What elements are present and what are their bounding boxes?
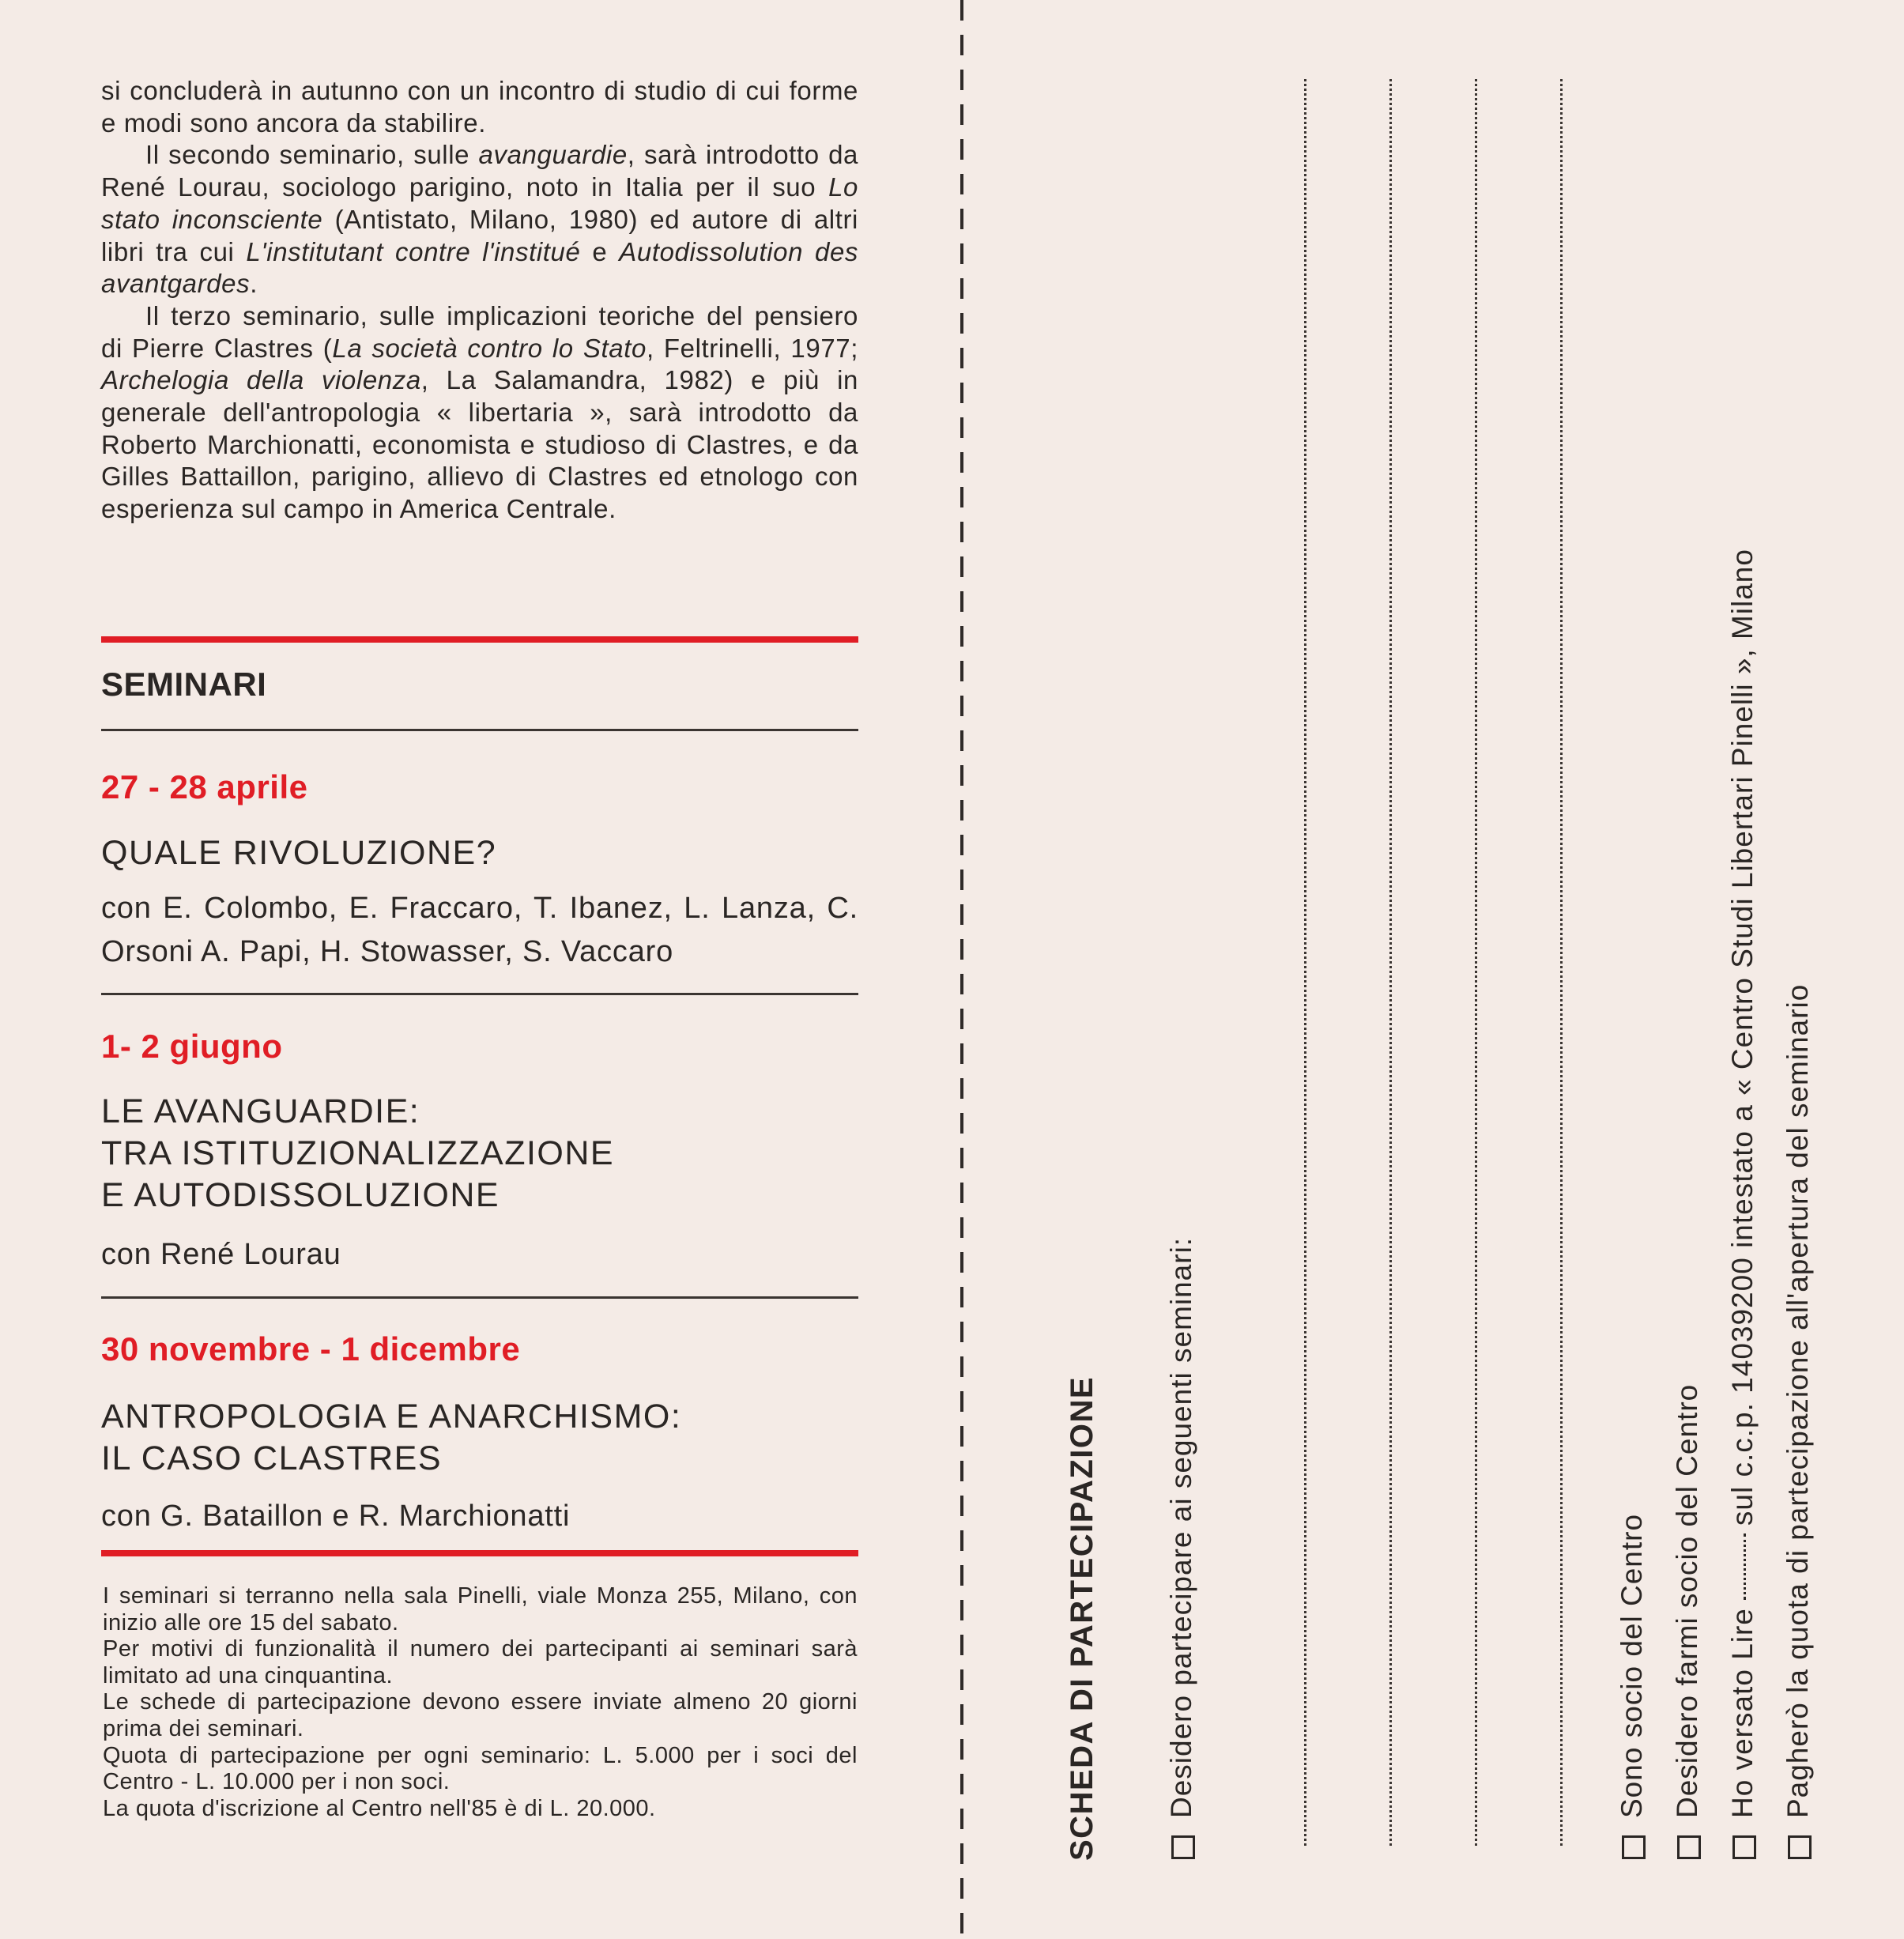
form-label: Pagherò la quota di partecipazione all'apertura del seminario [1781,983,1814,1818]
text-run: Il terzo seminario, sulle implicazioni teoriche del pensiero di Pierre Clastres ( [101,300,858,363]
seminar-title: QUALE RIVOLUZIONE? [101,834,497,872]
seminar-date: 27 - 28 aprile [101,768,308,805]
seminar-date: 1- 2 giugno [101,1028,283,1065]
seminar-title: LE AVANGUARDIE: TRA ISTITUZIONALIZZAZIONE E AUTODISSOLUZIONE [101,1092,615,1214]
practical-notes [103,1583,858,1822]
seminar-date: 30 novembre - 1 dicembre [101,1330,521,1367]
form-row-farmi-socio [1671,1384,1704,1859]
note-line: Quota di partecipazione per ogni seminario: L. 5.000 per i soci del Centro - L. 10.000 per i non soci. [103,1742,858,1795]
text-run: , sarà introdotto da René Lourau, sociologo parigino, noto in Italia per il suo [101,140,858,202]
italic-run: avanguardie [478,140,628,170]
divider [101,729,858,731]
italic-run: L'institutant contre l'institué [246,236,581,266]
section-heading-seminari: SEMINARI [101,666,267,703]
checkbox-socio[interactable] [1622,1835,1646,1859]
italic-run: Autodissolution des avantgardes [101,236,859,299]
form-row-seminari [1165,1237,1198,1859]
divider [101,1296,858,1299]
checkbox-paghero[interactable] [1788,1835,1812,1859]
perforation-line [960,0,963,1939]
form-title: SCHEDA DI PARTECIPAZIONE [1065,1375,1099,1861]
write-in-line[interactable] [1560,79,1563,1846]
seminar-speakers: con René Lourau [101,1238,341,1271]
checkbox-seminari[interactable] [1171,1835,1195,1859]
write-in-line[interactable] [1475,79,1477,1846]
note-line: Le schede di partecipazione devono essere inviate almeno 20 giorni prima dei seminari. [103,1689,858,1741]
italic-run: La società contro lo Stato [332,333,647,363]
note-line: La quota d'iscrizione al Centro nell'85 è di L. 20.000. [103,1795,656,1821]
note-line: I seminari si terranno nella sala Pinelli, viale Monza 255, Milano, con inizio alle ore 15 del sabato. [103,1583,858,1635]
text-run: Il secondo seminario, sulle [145,140,479,170]
italic-run: Archelogia della violenza [101,365,421,395]
intro-paragraph-1: si concluderà in autunno con un incontro di studio di cui forme e modi sono ancora da stabilire. [101,76,858,138]
form-label: Sono socio del Centro [1616,1513,1648,1818]
seminar-speakers: con G. Bataillon e R. Marchionatti [101,1500,571,1533]
write-in-line[interactable] [1304,79,1306,1846]
form-row-paghero [1781,984,1815,1859]
form-row-versato [1726,549,1759,1859]
text-run: , Feltrinelli, 1977; [646,333,858,363]
text-run: , La Salamandra, 1982) e più in generale dell'antropologia « libertaria », sarà introdotto da Roberto Marchionatti, economista e studioso di Clastres, e da Gilles Battaillon, parigino, allievo di Clastres ed etnologo con esperienza sul campo in America Centrale. [101,365,858,524]
form-label: sul c.c.p. 14039200 intestato a « Centro Studi Libertari Pinelli », Milano [1726,549,1759,1526]
form-row-socio [1616,1514,1649,1859]
checkbox-versato[interactable] [1732,1835,1756,1859]
divider-red [101,636,858,643]
seminar-title: ANTROPOLOGIA E ANARCHISMO: IL CASO CLASTRES [101,1398,682,1477]
text-run: . [250,269,258,299]
write-in-line[interactable] [1389,79,1392,1846]
checkbox-farmi-socio[interactable] [1677,1835,1701,1859]
note-line: Per motivi di funzionalità il numero dei partecipanti ai seminari sarà limitato ad una cinquantina. [103,1636,858,1688]
form-label: Desidero partecipare ai seguenti seminari: [1165,1236,1197,1818]
intro-text [101,75,858,526]
text-run: (Antistato, Milano, 1980) ed autore di altri libri tra cui [101,204,858,266]
form-label: Desidero farmi socio del Centro [1671,1383,1703,1818]
intro-paragraph-3 [101,300,858,526]
amount-field[interactable] [1744,1533,1746,1600]
seminar-speakers: con E. Colombo, E. Fraccaro, T. Ibanez, L. Lanza, C. Orsoni A. Papi, H. Stowasser, S. Vaccaro [101,892,858,968]
text-run: e [580,236,620,266]
form-label: Ho versato Lire [1726,1608,1759,1818]
intro-paragraph-2 [101,139,858,300]
divider-red [101,1550,858,1556]
italic-run: Lo stato inconsciente [101,172,858,234]
divider [101,993,858,995]
